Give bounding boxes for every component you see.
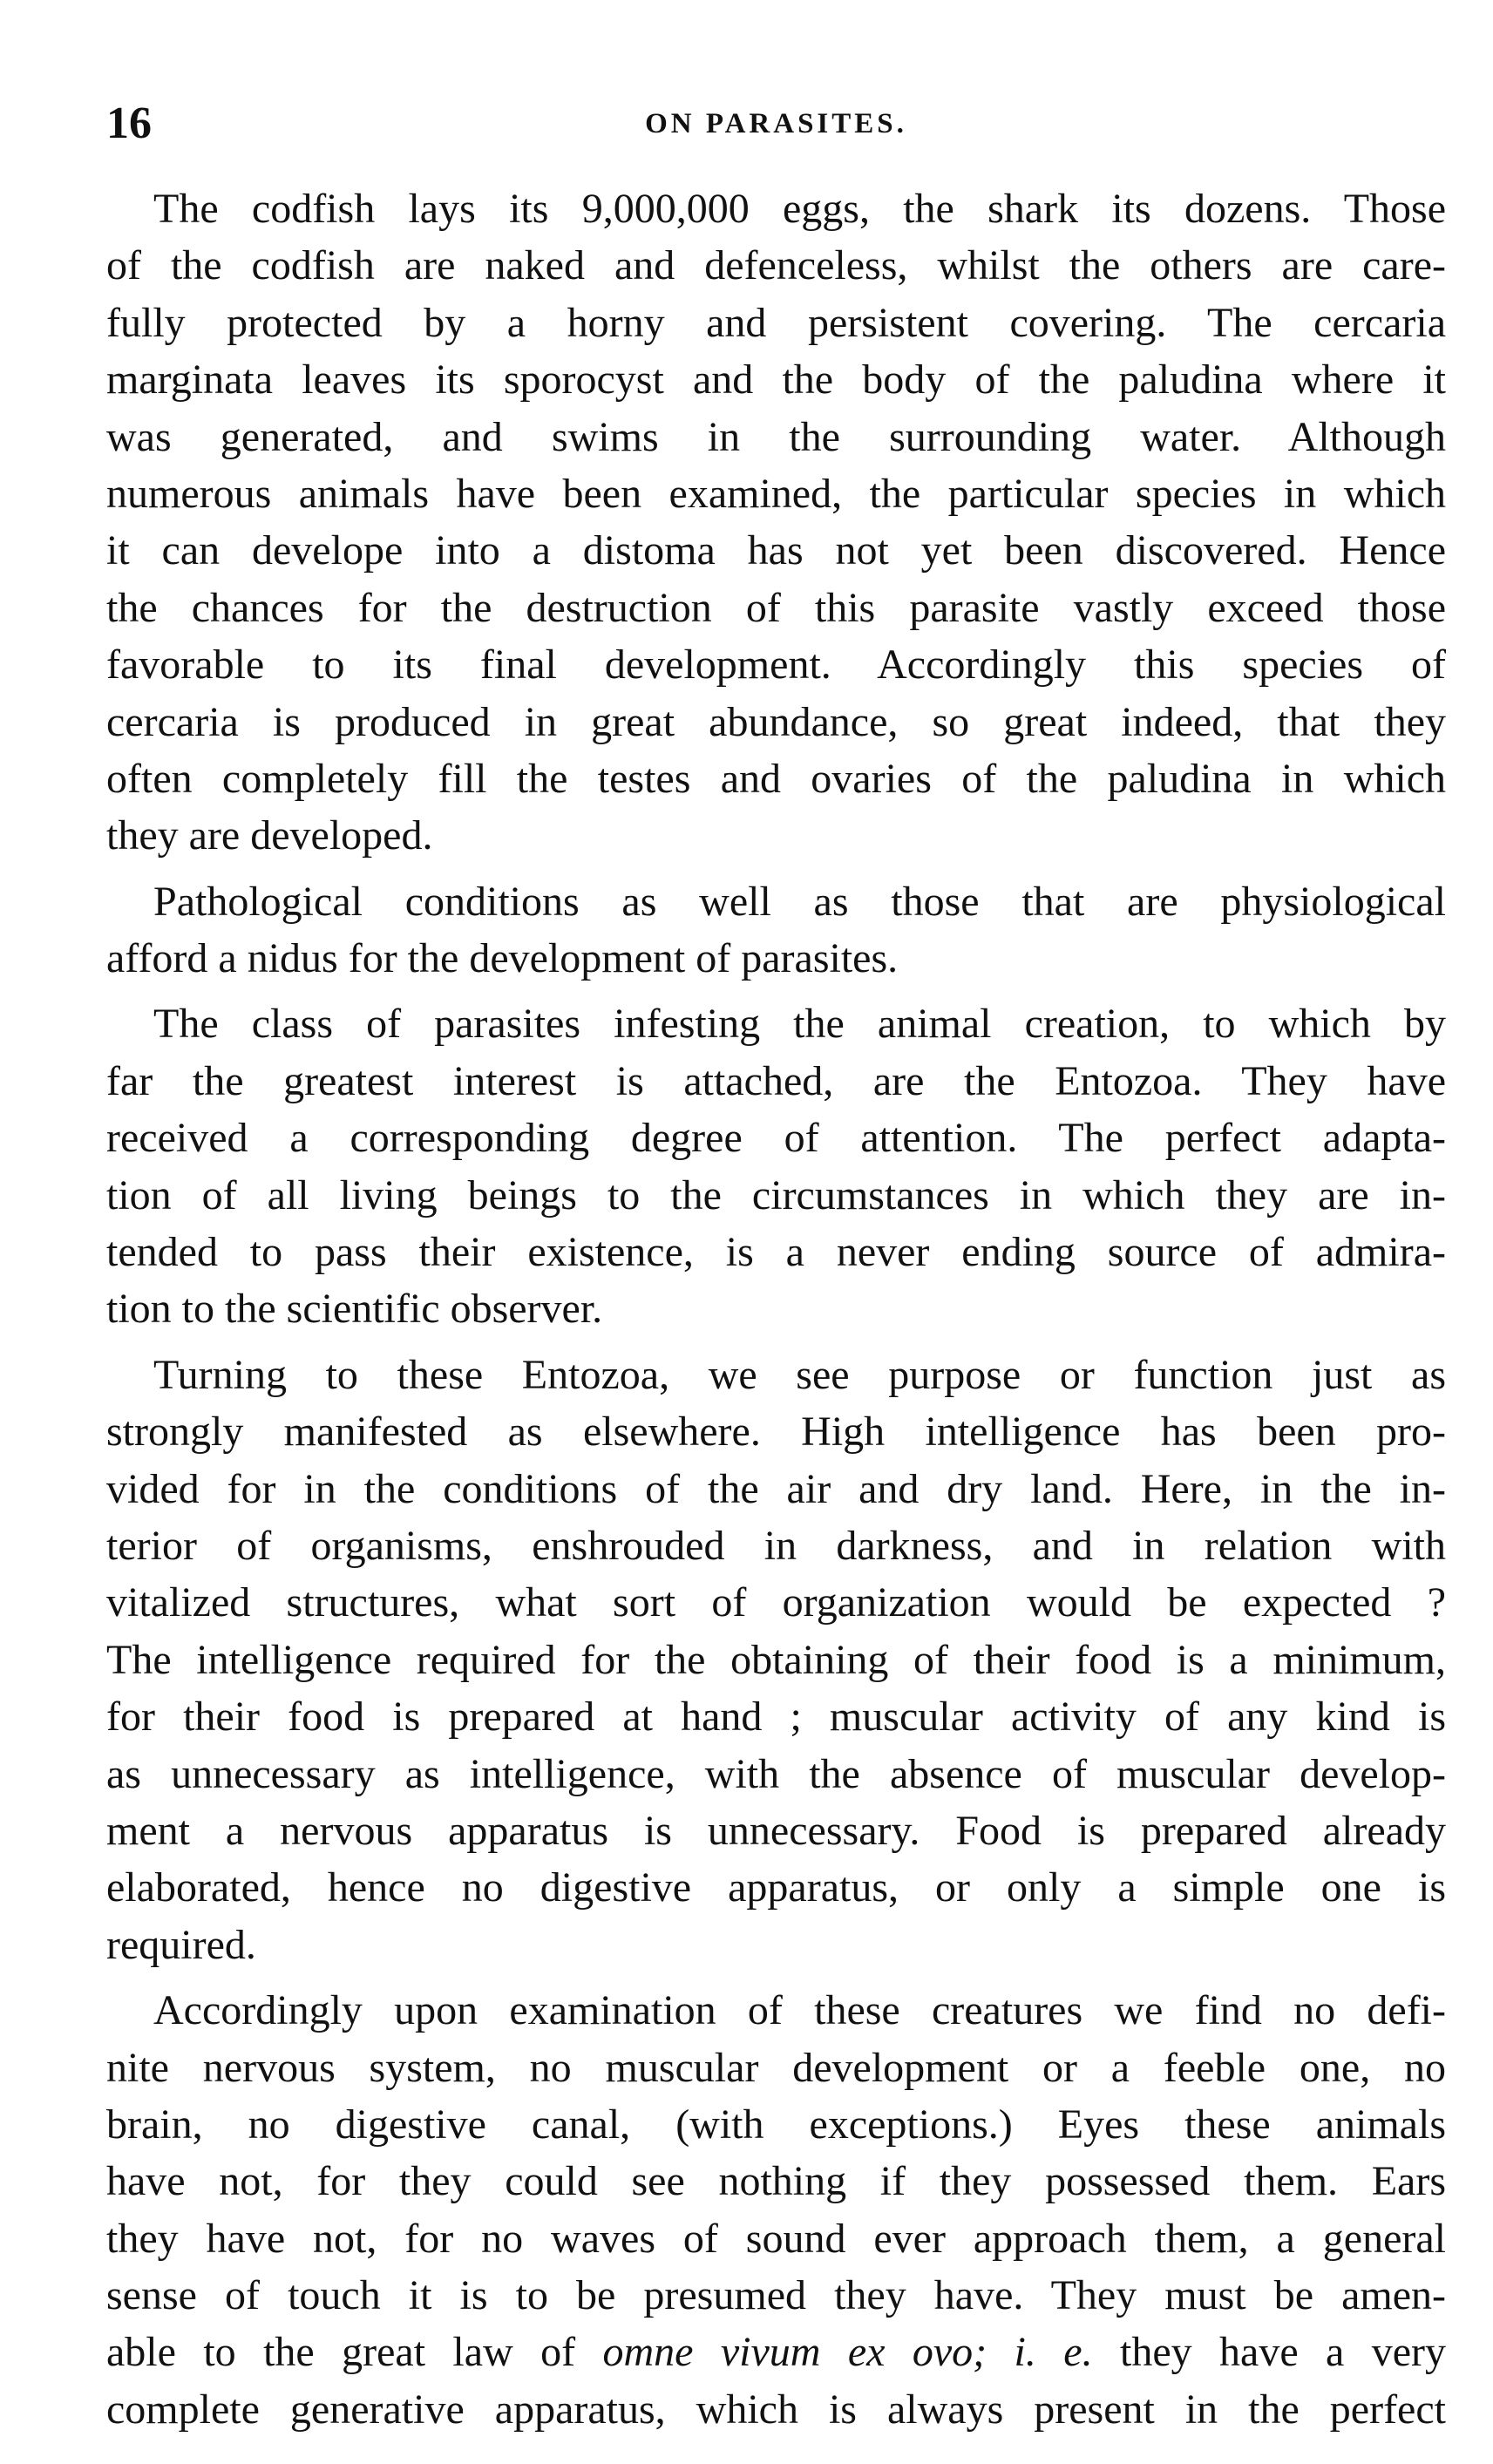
text-fragment: they have a very <box>1092 2329 1446 2376</box>
text-line: numerous animals have been examined, the particular species in which <box>106 470 1446 517</box>
text-line: nite nervous system, no muscular development or a feeble one, no <box>106 2044 1446 2091</box>
text-line: The class of parasites infesting the animal creation, to which by <box>153 1001 1446 1048</box>
text-line: terior of organisms, enshrouded in darkness, and in relation with <box>106 1522 1446 1569</box>
text-line: marginata leaves its sporocyst and the body of the paludina where it <box>106 356 1446 404</box>
text-line: far the greatest interest is attached, are the Entozoa. They have <box>106 1057 1446 1104</box>
text-line: received a corresponding degree of attention. The perfect adapta- <box>106 1115 1446 1162</box>
paragraph-gap <box>106 865 1446 873</box>
text-line: the chances for the destruction of this parasite vastly exceed those <box>106 584 1446 631</box>
text-line: strongly manifested as elsewhere. High intelligence has been pro- <box>106 1408 1446 1456</box>
text-line: Pathological conditions as well as those that are physiological <box>153 878 1446 925</box>
text-line: cercaria is produced in great abundance, so great indeed, that they <box>106 698 1446 745</box>
running-head <box>106 98 1446 150</box>
text-line: for their food is prepared at hand ; muscular activity of any kind is <box>106 1694 1446 1741</box>
text-line: brain, no digestive canal, (with exceptions.) Eyes these animals <box>106 2101 1446 2148</box>
paragraph-gap <box>106 987 1446 995</box>
text-line: fully protected by a horny and persistent covering. The cercaria <box>106 299 1446 346</box>
text-line: vitalized structures, what sort of organization would be expected ? <box>106 1579 1446 1626</box>
text-line: tion of all living beings to the circumstances in which they are in- <box>106 1171 1446 1218</box>
paragraph <box>106 995 1446 1337</box>
text-line: ment a nervous apparatus is unnecessary. Food is prepared already <box>106 1807 1446 1854</box>
text-line: sense of touch it is to be presumed they have. They must be amen- <box>106 2272 1446 2319</box>
text-line: tion to the scientific observer. <box>106 1286 603 1333</box>
text-line: The codfish lays its 9,000,000 eggs, the shark its dozens. Those <box>153 186 1446 232</box>
text-line: often completely fill the testes and ovaries of the paludina in which <box>106 755 1446 802</box>
paragraph-gap <box>106 1338 1446 1347</box>
paragraph <box>106 873 1446 988</box>
text-line: they are developed. <box>106 812 433 859</box>
text-line: favorable to its final development. Accordingly this species of <box>106 641 1446 689</box>
text-fragment: able to the great law of <box>106 2329 603 2376</box>
text-line: complete generative apparatus, which is always present in the perfect <box>106 2386 1446 2433</box>
text-line: have not, for they could see nothing if they possessed them. Ears <box>106 2158 1446 2205</box>
latin-phrase: omne vivum ex ovo; i. e. <box>602 2329 1093 2376</box>
text-line: was generated, and swims in the surrounding water. Although <box>106 413 1446 460</box>
page-number: 16 <box>106 98 152 148</box>
text-line: The intelligence required for the obtaining of their food is a minimum, <box>106 1636 1446 1683</box>
text-line: Turning to these Entozoa, we see purpose or function just as <box>153 1351 1446 1398</box>
text-line: afford a nidus for the development of parasites. <box>106 935 899 982</box>
text-line: vided for in the conditions of the air and dry land. Here, in the in- <box>106 1465 1446 1512</box>
text-line: elaborated, hence no digestive apparatus, or only a simple one is <box>106 1864 1446 1911</box>
paragraph <box>106 1982 1446 2438</box>
body-text <box>106 180 1446 2438</box>
text-line <box>106 2324 1446 2380</box>
text-line: required. <box>106 1921 256 1968</box>
text-line: tended to pass their existence, is a never ending source of admira- <box>106 1229 1446 1276</box>
text-line: they have not, for no waves of sound ever approach them, a general <box>106 2215 1446 2262</box>
text-line: it can develope into a distoma has not yet been discovered. Hence <box>106 527 1446 574</box>
text-line: as unnecessary as intelligence, with the absence of muscular develop- <box>106 1750 1446 1797</box>
running-title: ON PARASITES. <box>645 108 907 139</box>
paragraph <box>106 1347 1446 1973</box>
paragraph-gap <box>106 1973 1446 1982</box>
text-line: Accordingly upon examination of these creatures we find no defi- <box>153 1987 1446 2034</box>
paragraph <box>106 180 1446 865</box>
text-line: of the codfish are naked and defenceless, whilst the others are care- <box>106 242 1446 289</box>
